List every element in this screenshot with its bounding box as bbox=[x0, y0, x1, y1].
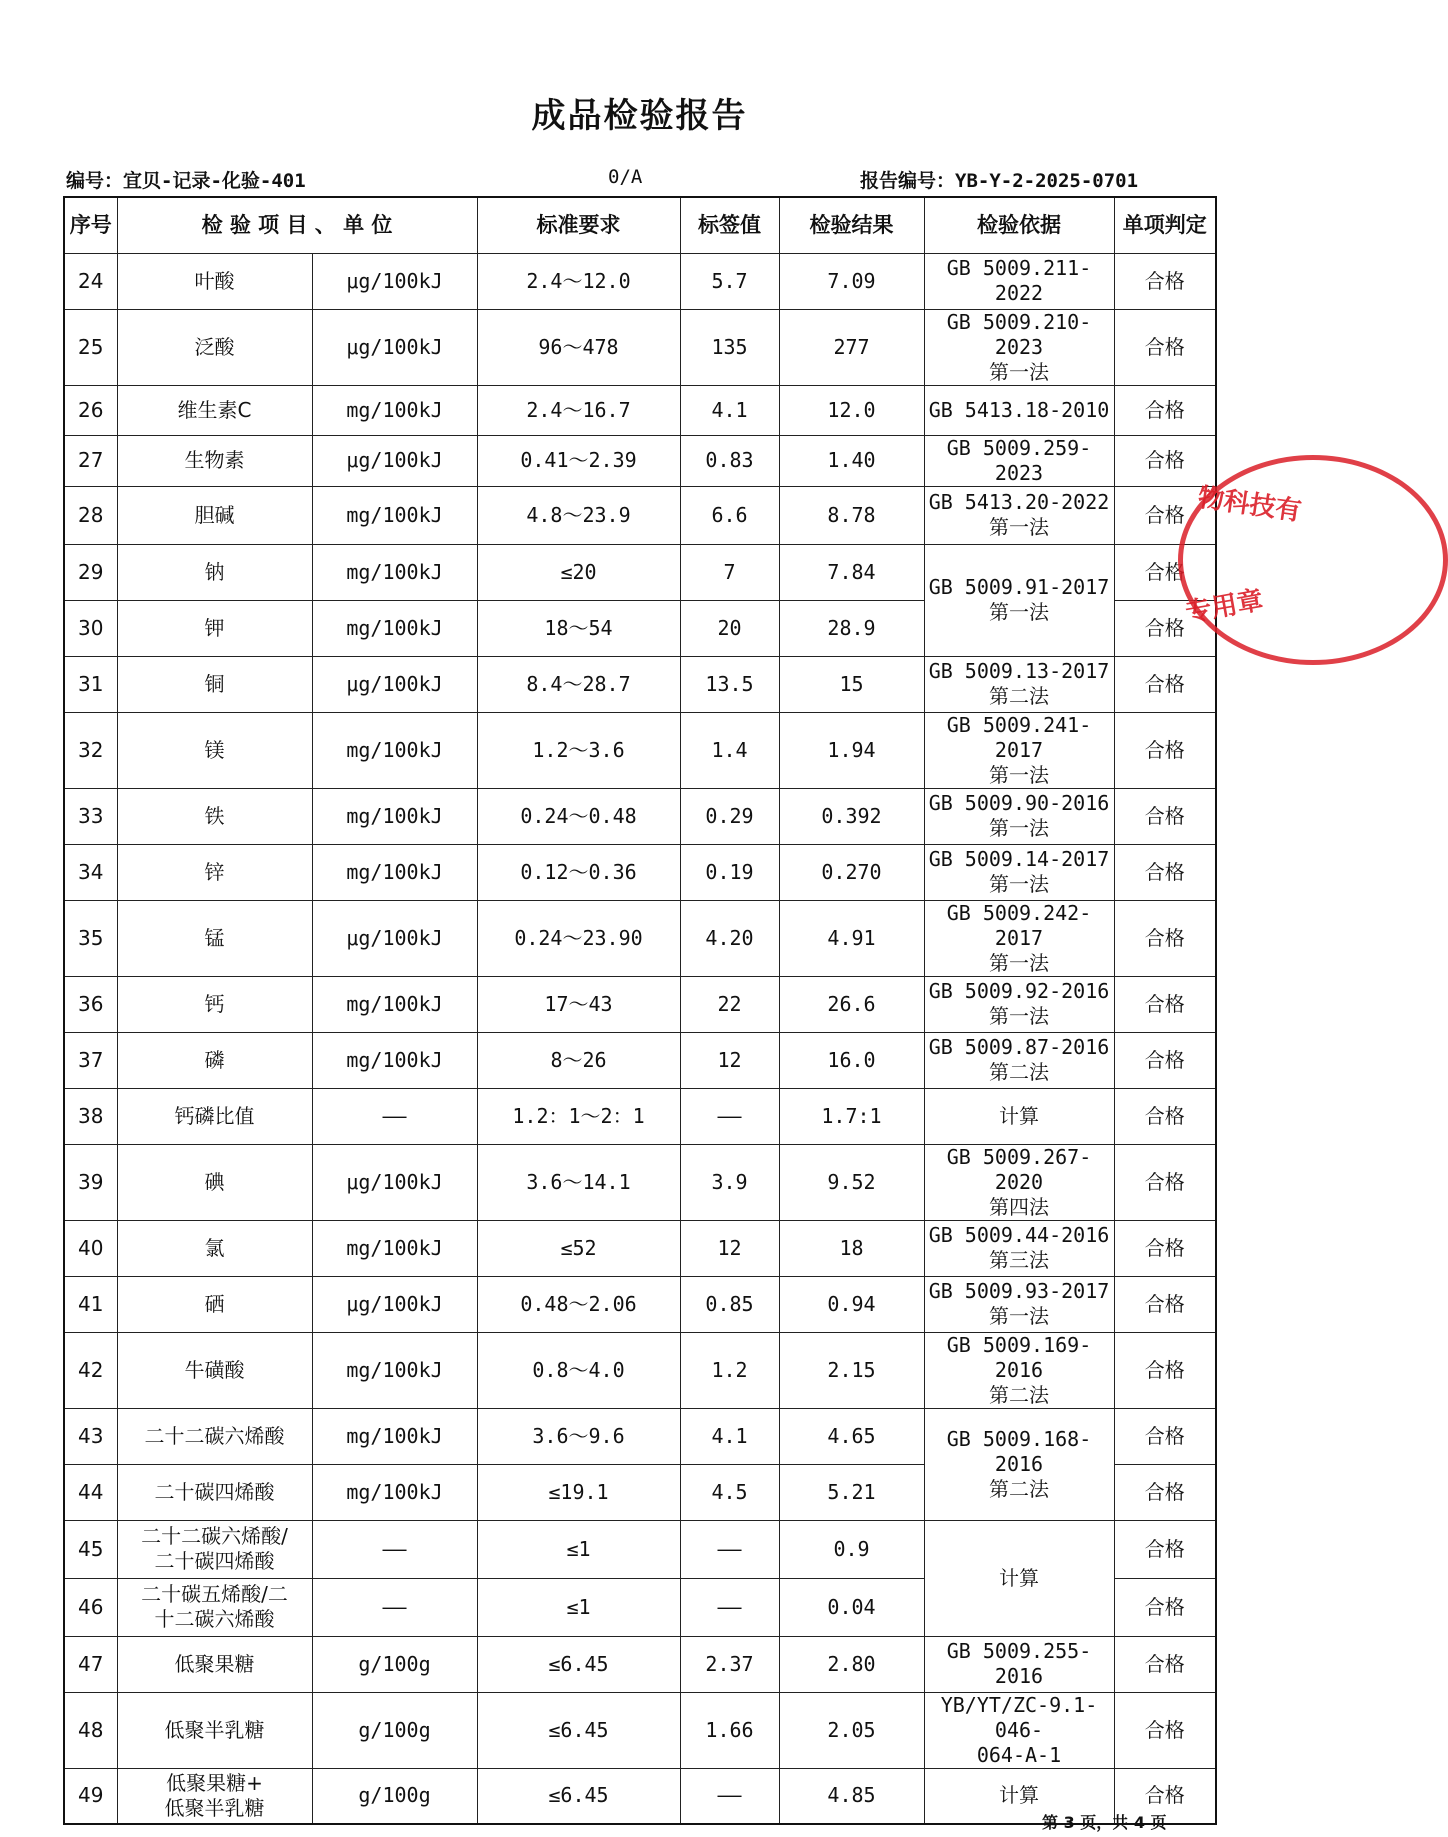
standard-cell: 2.4～12.0 bbox=[477, 253, 680, 309]
standard-cell: 1.2：1～2：1 bbox=[477, 1088, 680, 1144]
result-cell: 9.52 bbox=[779, 1144, 924, 1220]
label-value-cell: 135 bbox=[680, 309, 779, 385]
item-cell: 氯 bbox=[117, 1220, 312, 1276]
result-cell: 15 bbox=[779, 656, 924, 712]
verdict-cell: 合格 bbox=[1114, 1032, 1216, 1088]
label-value-cell: —— bbox=[680, 1768, 779, 1824]
standard-cell: 4.8～23.9 bbox=[477, 486, 680, 544]
basis-cell: GB 5009.168-2016 第二法 bbox=[924, 1408, 1114, 1520]
result-cell: 16.0 bbox=[779, 1032, 924, 1088]
standard-cell: ≤1 bbox=[477, 1578, 680, 1636]
verdict-cell: 合格 bbox=[1114, 1768, 1216, 1824]
verdict-cell: 合格 bbox=[1114, 385, 1216, 435]
result-cell: 1.7:1 bbox=[779, 1088, 924, 1144]
table-row bbox=[64, 1220, 1216, 1276]
basis-cell: GB 5009.241-2017 第一法 bbox=[924, 712, 1114, 788]
unit-cell: mg/100kJ bbox=[312, 1464, 477, 1520]
standard-cell: 0.24～23.90 bbox=[477, 900, 680, 976]
label-value-cell: 1.4 bbox=[680, 712, 779, 788]
seq-cell: 44 bbox=[64, 1464, 117, 1520]
seq-cell: 40 bbox=[64, 1220, 117, 1276]
item-cell: 铁 bbox=[117, 788, 312, 844]
standard-cell: 0.48～2.06 bbox=[477, 1276, 680, 1332]
unit-cell: —— bbox=[312, 1520, 477, 1578]
unit-cell: mg/100kJ bbox=[312, 1332, 477, 1408]
unit-cell: μg/100kJ bbox=[312, 656, 477, 712]
item-cell: 碘 bbox=[117, 1144, 312, 1220]
label-value-cell: 12 bbox=[680, 1032, 779, 1088]
item-cell: 叶酸 bbox=[117, 253, 312, 309]
unit-cell: μg/100kJ bbox=[312, 309, 477, 385]
basis-cell: GB 5009.90-2016 第一法 bbox=[924, 788, 1114, 844]
header-item-unit: 检 验 项 目 、 单 位 bbox=[117, 197, 477, 253]
standard-cell: ≤6.45 bbox=[477, 1768, 680, 1824]
verdict-cell: 合格 bbox=[1114, 900, 1216, 976]
basis-cell: GB 5413.18-2010 bbox=[924, 385, 1114, 435]
label-value-cell: 4.20 bbox=[680, 900, 779, 976]
verdict-cell: 合格 bbox=[1114, 1408, 1216, 1464]
document-number: 编号：宜贝-记录-化验-401 bbox=[66, 170, 306, 192]
unit-cell: mg/100kJ bbox=[312, 544, 477, 600]
item-cell: 锰 bbox=[117, 900, 312, 976]
result-cell: 1.40 bbox=[779, 435, 924, 486]
standard-cell: 0.24～0.48 bbox=[477, 788, 680, 844]
label-value-cell: 1.66 bbox=[680, 1692, 779, 1768]
standard-cell: 96～478 bbox=[477, 309, 680, 385]
label-value-cell: 22 bbox=[680, 976, 779, 1032]
standard-cell: 18～54 bbox=[477, 600, 680, 656]
unit-cell: —— bbox=[312, 1578, 477, 1636]
table-row bbox=[64, 712, 1216, 788]
document-version: 0/A bbox=[608, 166, 643, 188]
report-title: 成品检验报告 bbox=[531, 96, 748, 136]
seq-cell: 30 bbox=[64, 600, 117, 656]
seq-cell: 37 bbox=[64, 1032, 117, 1088]
verdict-cell: 合格 bbox=[1114, 1520, 1216, 1578]
standard-cell: 2.4～16.7 bbox=[477, 385, 680, 435]
verdict-cell: 合格 bbox=[1114, 309, 1216, 385]
table-row bbox=[64, 385, 1216, 435]
basis-cell: GB 5009.259-2023 bbox=[924, 435, 1114, 486]
header-standard: 标准要求 bbox=[477, 197, 680, 253]
table-row bbox=[64, 253, 1216, 309]
table-row bbox=[64, 1636, 1216, 1692]
result-cell: 18 bbox=[779, 1220, 924, 1276]
table-row bbox=[64, 1408, 1216, 1464]
basis-cell: 计算 bbox=[924, 1768, 1114, 1824]
seq-cell: 28 bbox=[64, 486, 117, 544]
seal-text-top: 物科技有 bbox=[1196, 482, 1304, 528]
unit-cell: mg/100kJ bbox=[312, 844, 477, 900]
verdict-cell: 合格 bbox=[1114, 1332, 1216, 1408]
seq-cell: 48 bbox=[64, 1692, 117, 1768]
result-cell: 4.91 bbox=[779, 900, 924, 976]
item-cell: 锌 bbox=[117, 844, 312, 900]
result-cell: 12.0 bbox=[779, 385, 924, 435]
basis-cell: GB 5009.267-2020 第四法 bbox=[924, 1144, 1114, 1220]
seq-cell: 25 bbox=[64, 309, 117, 385]
verdict-cell: 合格 bbox=[1114, 435, 1216, 486]
seq-cell: 47 bbox=[64, 1636, 117, 1692]
standard-cell: 0.8～4.0 bbox=[477, 1332, 680, 1408]
seq-cell: 39 bbox=[64, 1144, 117, 1220]
item-cell: 二十二碳六烯酸/ 二十碳四烯酸 bbox=[117, 1520, 312, 1578]
item-cell: 钾 bbox=[117, 600, 312, 656]
result-cell: 2.05 bbox=[779, 1692, 924, 1768]
result-cell: 2.15 bbox=[779, 1332, 924, 1408]
table-row bbox=[64, 656, 1216, 712]
seq-cell: 26 bbox=[64, 385, 117, 435]
verdict-cell: 合格 bbox=[1114, 844, 1216, 900]
verdict-cell: 合格 bbox=[1114, 1144, 1216, 1220]
basis-cell: GB 5009.91-2017 第一法 bbox=[924, 544, 1114, 656]
item-cell: 低聚果糖+ 低聚半乳糖 bbox=[117, 1768, 312, 1824]
result-cell: 0.04 bbox=[779, 1578, 924, 1636]
seal-text-bottom: 专用章 bbox=[1183, 585, 1266, 629]
verdict-cell: 合格 bbox=[1114, 1636, 1216, 1692]
standard-cell: 3.6～14.1 bbox=[477, 1144, 680, 1220]
unit-cell: mg/100kJ bbox=[312, 788, 477, 844]
standard-cell: ≤6.45 bbox=[477, 1692, 680, 1768]
unit-cell: mg/100kJ bbox=[312, 1032, 477, 1088]
basis-cell: YB/YT/ZC-9.1-046- 064-A-1 bbox=[924, 1692, 1114, 1768]
item-cell: 二十二碳六烯酸 bbox=[117, 1408, 312, 1464]
label-value-cell: 0.29 bbox=[680, 788, 779, 844]
unit-cell: μg/100kJ bbox=[312, 1276, 477, 1332]
unit-cell: mg/100kJ bbox=[312, 1220, 477, 1276]
verdict-cell: 合格 bbox=[1114, 1464, 1216, 1520]
seq-cell: 49 bbox=[64, 1768, 117, 1824]
table-body bbox=[64, 253, 1216, 1824]
table-row bbox=[64, 1088, 1216, 1144]
item-cell: 牛磺酸 bbox=[117, 1332, 312, 1408]
table-header-row bbox=[64, 197, 1216, 253]
standard-cell: 8～26 bbox=[477, 1032, 680, 1088]
item-cell: 钙磷比值 bbox=[117, 1088, 312, 1144]
verdict-cell: 合格 bbox=[1114, 600, 1216, 656]
item-cell: 铜 bbox=[117, 656, 312, 712]
item-cell: 镁 bbox=[117, 712, 312, 788]
standard-cell: 0.41～2.39 bbox=[477, 435, 680, 486]
result-cell: 0.94 bbox=[779, 1276, 924, 1332]
basis-cell: GB 5009.255-2016 bbox=[924, 1636, 1114, 1692]
label-value-cell: 6.6 bbox=[680, 486, 779, 544]
label-value-cell: 0.19 bbox=[680, 844, 779, 900]
standard-cell: ≤52 bbox=[477, 1220, 680, 1276]
basis-cell: GB 5009.14-2017 第一法 bbox=[924, 844, 1114, 900]
label-value-cell: —— bbox=[680, 1578, 779, 1636]
verdict-cell: 合格 bbox=[1114, 253, 1216, 309]
unit-cell: g/100g bbox=[312, 1768, 477, 1824]
seq-cell: 33 bbox=[64, 788, 117, 844]
result-cell: 5.21 bbox=[779, 1464, 924, 1520]
unit-cell: μg/100kJ bbox=[312, 1144, 477, 1220]
unit-cell: mg/100kJ bbox=[312, 712, 477, 788]
label-value-cell: 0.83 bbox=[680, 435, 779, 486]
verdict-cell: 合格 bbox=[1114, 976, 1216, 1032]
seq-cell: 32 bbox=[64, 712, 117, 788]
label-value-cell: 5.7 bbox=[680, 253, 779, 309]
basis-cell: GB 5009.13-2017 第二法 bbox=[924, 656, 1114, 712]
table-row bbox=[64, 435, 1216, 486]
item-cell: 钙 bbox=[117, 976, 312, 1032]
basis-cell: GB 5413.20-2022 第一法 bbox=[924, 486, 1114, 544]
seq-cell: 42 bbox=[64, 1332, 117, 1408]
header-seq: 序号 bbox=[64, 197, 117, 253]
unit-cell: mg/100kJ bbox=[312, 600, 477, 656]
seq-cell: 35 bbox=[64, 900, 117, 976]
result-cell: 0.392 bbox=[779, 788, 924, 844]
item-cell: 胆碱 bbox=[117, 486, 312, 544]
result-cell: 28.9 bbox=[779, 600, 924, 656]
unit-cell: mg/100kJ bbox=[312, 385, 477, 435]
basis-cell: GB 5009.44-2016 第三法 bbox=[924, 1220, 1114, 1276]
table-row bbox=[64, 1520, 1216, 1578]
standard-cell: 1.2～3.6 bbox=[477, 712, 680, 788]
standard-cell: ≤1 bbox=[477, 1520, 680, 1578]
unit-cell: —— bbox=[312, 1088, 477, 1144]
item-cell: 低聚半乳糖 bbox=[117, 1692, 312, 1768]
item-cell: 低聚果糖 bbox=[117, 1636, 312, 1692]
label-value-cell: 2.37 bbox=[680, 1636, 779, 1692]
seq-cell: 46 bbox=[64, 1578, 117, 1636]
item-cell: 维生素C bbox=[117, 385, 312, 435]
label-value-cell: 13.5 bbox=[680, 656, 779, 712]
table-row bbox=[64, 1032, 1216, 1088]
item-cell: 二十碳五烯酸/二 十二碳六烯酸 bbox=[117, 1578, 312, 1636]
unit-cell: μg/100kJ bbox=[312, 900, 477, 976]
result-cell: 0.9 bbox=[779, 1520, 924, 1578]
label-value-cell: 4.5 bbox=[680, 1464, 779, 1520]
label-value-cell: 4.1 bbox=[680, 385, 779, 435]
unit-cell: μg/100kJ bbox=[312, 435, 477, 486]
verdict-cell: 合格 bbox=[1114, 544, 1216, 600]
basis-cell: GB 5009.92-2016 第一法 bbox=[924, 976, 1114, 1032]
report-number: 报告编号：YB-Y-2-2025-0701 bbox=[860, 170, 1139, 192]
seq-cell: 24 bbox=[64, 253, 117, 309]
result-cell: 26.6 bbox=[779, 976, 924, 1032]
table-row bbox=[64, 788, 1216, 844]
page-indicator: 第 3 页，共 4 页 bbox=[1042, 1813, 1167, 1832]
seq-cell: 45 bbox=[64, 1520, 117, 1578]
table-row bbox=[64, 1276, 1216, 1332]
basis-cell: GB 5009.211-2022 bbox=[924, 253, 1114, 309]
standard-cell: 8.4～28.7 bbox=[477, 656, 680, 712]
standard-cell: ≤6.45 bbox=[477, 1636, 680, 1692]
header-label: 标签值 bbox=[680, 197, 779, 253]
standard-cell: 0.12～0.36 bbox=[477, 844, 680, 900]
result-cell: 277 bbox=[779, 309, 924, 385]
label-value-cell: 0.85 bbox=[680, 1276, 779, 1332]
verdict-cell: 合格 bbox=[1114, 1088, 1216, 1144]
unit-cell: mg/100kJ bbox=[312, 976, 477, 1032]
result-cell: 2.80 bbox=[779, 1636, 924, 1692]
unit-cell: g/100g bbox=[312, 1692, 477, 1768]
label-value-cell: 7 bbox=[680, 544, 779, 600]
verdict-cell: 合格 bbox=[1114, 1220, 1216, 1276]
table-row bbox=[64, 1332, 1216, 1408]
unit-cell: g/100g bbox=[312, 1636, 477, 1692]
table-row bbox=[64, 900, 1216, 976]
basis-cell: GB 5009.87-2016 第二法 bbox=[924, 1032, 1114, 1088]
result-cell: 1.94 bbox=[779, 712, 924, 788]
seq-cell: 43 bbox=[64, 1408, 117, 1464]
standard-cell: 3.6～9.6 bbox=[477, 1408, 680, 1464]
item-cell: 二十碳四烯酸 bbox=[117, 1464, 312, 1520]
result-cell: 4.65 bbox=[779, 1408, 924, 1464]
verdict-cell: 合格 bbox=[1114, 1276, 1216, 1332]
standard-cell: ≤20 bbox=[477, 544, 680, 600]
result-cell: 8.78 bbox=[779, 486, 924, 544]
table-row bbox=[64, 544, 1216, 600]
standard-cell: ≤19.1 bbox=[477, 1464, 680, 1520]
unit-cell: mg/100kJ bbox=[312, 1408, 477, 1464]
table-row bbox=[64, 1144, 1216, 1220]
label-value-cell: —— bbox=[680, 1088, 779, 1144]
seq-cell: 41 bbox=[64, 1276, 117, 1332]
item-cell: 泛酸 bbox=[117, 309, 312, 385]
label-value-cell: 12 bbox=[680, 1220, 779, 1276]
result-cell: 0.270 bbox=[779, 844, 924, 900]
seq-cell: 38 bbox=[64, 1088, 117, 1144]
table-row bbox=[64, 486, 1216, 544]
header-basis: 检验依据 bbox=[924, 197, 1114, 253]
basis-cell: 计算 bbox=[924, 1088, 1114, 1144]
result-cell: 7.09 bbox=[779, 253, 924, 309]
seq-cell: 34 bbox=[64, 844, 117, 900]
table-row bbox=[64, 844, 1216, 900]
table-row bbox=[64, 976, 1216, 1032]
unit-cell: mg/100kJ bbox=[312, 486, 477, 544]
label-value-cell: 20 bbox=[680, 600, 779, 656]
verdict-cell: 合格 bbox=[1114, 656, 1216, 712]
header-result: 检验结果 bbox=[779, 197, 924, 253]
verdict-cell: 合格 bbox=[1114, 1692, 1216, 1768]
seq-cell: 36 bbox=[64, 976, 117, 1032]
label-value-cell: 4.1 bbox=[680, 1408, 779, 1464]
result-cell: 4.85 bbox=[779, 1768, 924, 1824]
label-value-cell: 1.2 bbox=[680, 1332, 779, 1408]
item-cell: 硒 bbox=[117, 1276, 312, 1332]
header-verdict: 单项判定 bbox=[1114, 197, 1216, 253]
basis-cell: GB 5009.93-2017 第一法 bbox=[924, 1276, 1114, 1332]
basis-cell: GB 5009.242-2017 第一法 bbox=[924, 900, 1114, 976]
label-value-cell: —— bbox=[680, 1520, 779, 1578]
verdict-cell: 合格 bbox=[1114, 486, 1216, 544]
basis-cell: GB 5009.210-2023 第一法 bbox=[924, 309, 1114, 385]
seq-cell: 27 bbox=[64, 435, 117, 486]
verdict-cell: 合格 bbox=[1114, 788, 1216, 844]
standard-cell: 17～43 bbox=[477, 976, 680, 1032]
seq-cell: 29 bbox=[64, 544, 117, 600]
item-cell: 钠 bbox=[117, 544, 312, 600]
unit-cell: μg/100kJ bbox=[312, 253, 477, 309]
label-value-cell: 3.9 bbox=[680, 1144, 779, 1220]
basis-cell: GB 5009.169-2016 第二法 bbox=[924, 1332, 1114, 1408]
verdict-cell: 合格 bbox=[1114, 712, 1216, 788]
basis-cell: 计算 bbox=[924, 1520, 1114, 1636]
item-cell: 生物素 bbox=[117, 435, 312, 486]
table-row bbox=[64, 309, 1216, 385]
item-cell: 磷 bbox=[117, 1032, 312, 1088]
result-cell: 7.84 bbox=[779, 544, 924, 600]
table-row bbox=[64, 1692, 1216, 1768]
seq-cell: 31 bbox=[64, 656, 117, 712]
inspection-table bbox=[63, 196, 1217, 1825]
verdict-cell: 合格 bbox=[1114, 1578, 1216, 1636]
